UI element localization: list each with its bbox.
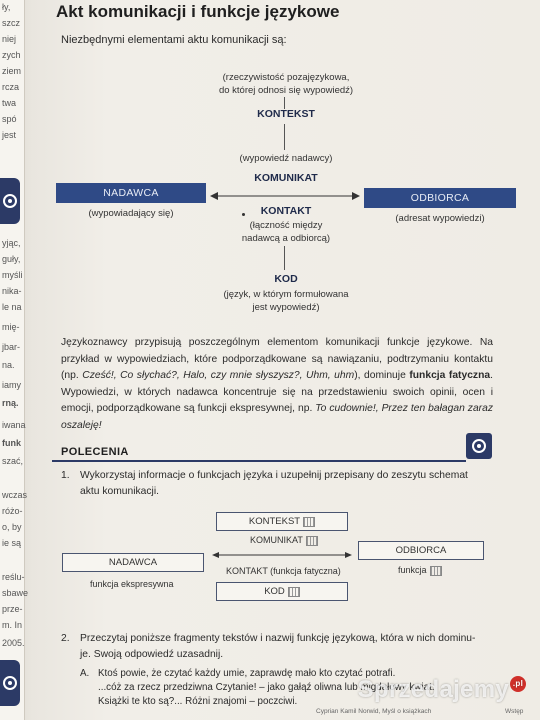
code-label: KOD [274,273,298,285]
watermark-dot: .pl [510,676,526,692]
margin-fragment: na. [2,360,15,370]
footer-section: Wstęp [505,708,524,715]
quote-line: Ktoś powie, że czytać każdy umie, zaprawdę mało kto czytać potrafi. [98,668,396,679]
margin-fragment: sbawe [2,588,29,598]
receiver-function-label [398,565,442,576]
margin-fragment: zych [2,50,21,60]
task-number: 2. [61,633,70,644]
margin-fragment: nika- [2,286,22,296]
margin-fragment: rną. [2,398,19,408]
margin-fragment: iamy [2,380,22,390]
margin-fragment: twa [2,98,17,108]
target-icon [3,676,17,690]
margin-fragment: różo- [2,506,23,516]
adjacent-page-margin [0,0,29,720]
code-desc-line: jest wypowiedź) [252,301,320,313]
margin-fragment: prze- [2,604,23,614]
paragraph-text: ), dominuje [354,370,410,382]
task-line: aktu komunikacji. [80,486,159,497]
paragraph-term: funkcja fatyczna [409,370,491,382]
task-line: Wykorzystaj informacje o funkcjach języka i uzupełnij przepisany do zeszytu schemat [80,470,468,481]
margin-fragment: szać, [2,456,24,466]
context-description [196,72,376,98]
contact-description [206,220,366,246]
code-box [216,582,348,601]
margin-fragment: wczas [2,490,28,500]
notebook-icon [303,517,315,527]
receiver-box: ODBIORCA [358,541,484,560]
quote-line: ...cóż za rzecz przedziwna Czytanie! – jako gałąź oliwna lub migdałowy kwiat. [98,682,435,693]
intro-text: Niezbędnymi elementami aktu komunikacji są: [61,34,287,46]
double-arrow [212,549,352,561]
paragraph-example: To cudownie!, Przez ten bałagan zaraz oszaleję! [61,403,493,431]
margin-fragment: mię- [2,322,20,332]
message-description: (wypowiedź nadawcy) [239,153,333,164]
margin-fragment: m. In [2,620,23,630]
margin-tab [0,660,20,706]
margin-fragment: o, by [2,522,22,532]
margin-fragment: yjąc, [2,238,21,248]
quote-line: Książki te kto są?... Różni znajomi – poczciwi. [98,696,298,707]
margin-fragment: guły, [2,254,21,264]
message-text: KOMUNIKAT [250,535,303,545]
watermark-text: Sprzedajemy [357,676,509,703]
margin-tab [0,178,20,224]
contact-label: KONTAKT [260,205,312,217]
contact-label: KONTAKT (funkcja fatyczna) [226,566,341,576]
context-desc-line: (rzeczywistość pozajęzykowa, [222,72,350,83]
receiver-box: ODBIORCA [364,188,516,208]
target-icon-center [477,444,481,448]
item-letter: A. [80,668,90,679]
margin-fragment: rcza [2,82,20,92]
double-arrow [210,188,360,204]
sender-box: NADAWCA [62,553,204,572]
code-desc-line: (język, w którym formułowana [223,289,349,300]
sender-description: (wypowiadający się) [88,208,174,219]
context-box [216,512,348,531]
contact-desc-line: (łączność między [249,220,323,231]
margin-fragment: ziem [2,66,22,76]
target-icon [3,194,17,208]
paragraph-text: Językoznawcy przypisują poszczególnym elementom komunikacji funkcje językowe. Na przykład w wypowiedziach, które podporządkowane są nawiązaniu, podtrzymaniu kontaktu (np. [61,337,493,382]
connector-line [284,246,285,270]
explanation-paragraph [61,335,493,435]
notebook-icon [430,566,442,576]
contact-desc-line: nadawcą a odbiorcą) [241,232,331,244]
section-badge [466,433,492,459]
task-2-text [80,631,500,663]
task-line: je. Swoją odpowiedź uzasadnij. [80,649,224,660]
message-label [250,535,318,546]
section-heading: POLECENIA [61,446,129,458]
receiver-function-text: funkcja [398,565,427,575]
page-title: Akt komunikacji i funkcje językowe [56,2,340,21]
sender-box: NADAWCA [56,183,206,203]
margin-fragment: 2005. [2,638,25,648]
paragraph-example: Cześć!, Co słychać?, Halo, czy mnie słyszysz?, Uhm, uhm [82,370,355,382]
receiver-description: (adresat wypowiedzi) [395,213,485,224]
margin-fragment: iwana [2,420,26,430]
context-desc-line: do której odnosi się wypowiedź) [218,84,354,96]
notebook-icon [306,536,318,546]
margin-fragment: jest [2,130,17,140]
margin-fragment: szcz [2,18,20,28]
sender-function-label: funkcja ekspresywna [90,579,174,589]
connector-line [284,124,285,150]
margin-fragment: spó [2,114,17,124]
margin-fragment: ły, [2,2,11,12]
footer-citation: Cyprian Kamil Norwid, Myśl o książkach [316,708,432,715]
context-box-label: KONTEKST [248,516,301,527]
margin-fragment: ie są [2,538,22,548]
margin-fragment: myśli [2,270,23,280]
message-label: KOMUNIKAT [254,172,318,184]
margin-fragment: jbar- [2,342,21,352]
code-description [196,289,376,315]
watermark-logo [358,676,526,704]
notebook-icon [288,587,300,597]
context-label: KONTEKST [257,108,315,120]
margin-fragment: reślu- [2,572,25,582]
margin-fragment: funk [2,438,21,448]
code-box-label: KOD [264,586,285,597]
paragraph-text: . Wypowiedzi, w których nadawca koncentruje się na przedstawieniu swoich opinii, ocen i emocji, podporządkowane są funkcji ekspresywnej, np. [61,370,493,415]
margin-fragment: le na [2,302,22,312]
task-line: Przeczytaj poniższe fragmenty tekstów i nazwij funkcję językową, która w nich dominu- [80,633,476,644]
task-1-text [80,468,490,500]
task-number: 1. [61,470,70,481]
margin-fragment: niej [2,34,17,44]
section-divider [52,460,466,462]
